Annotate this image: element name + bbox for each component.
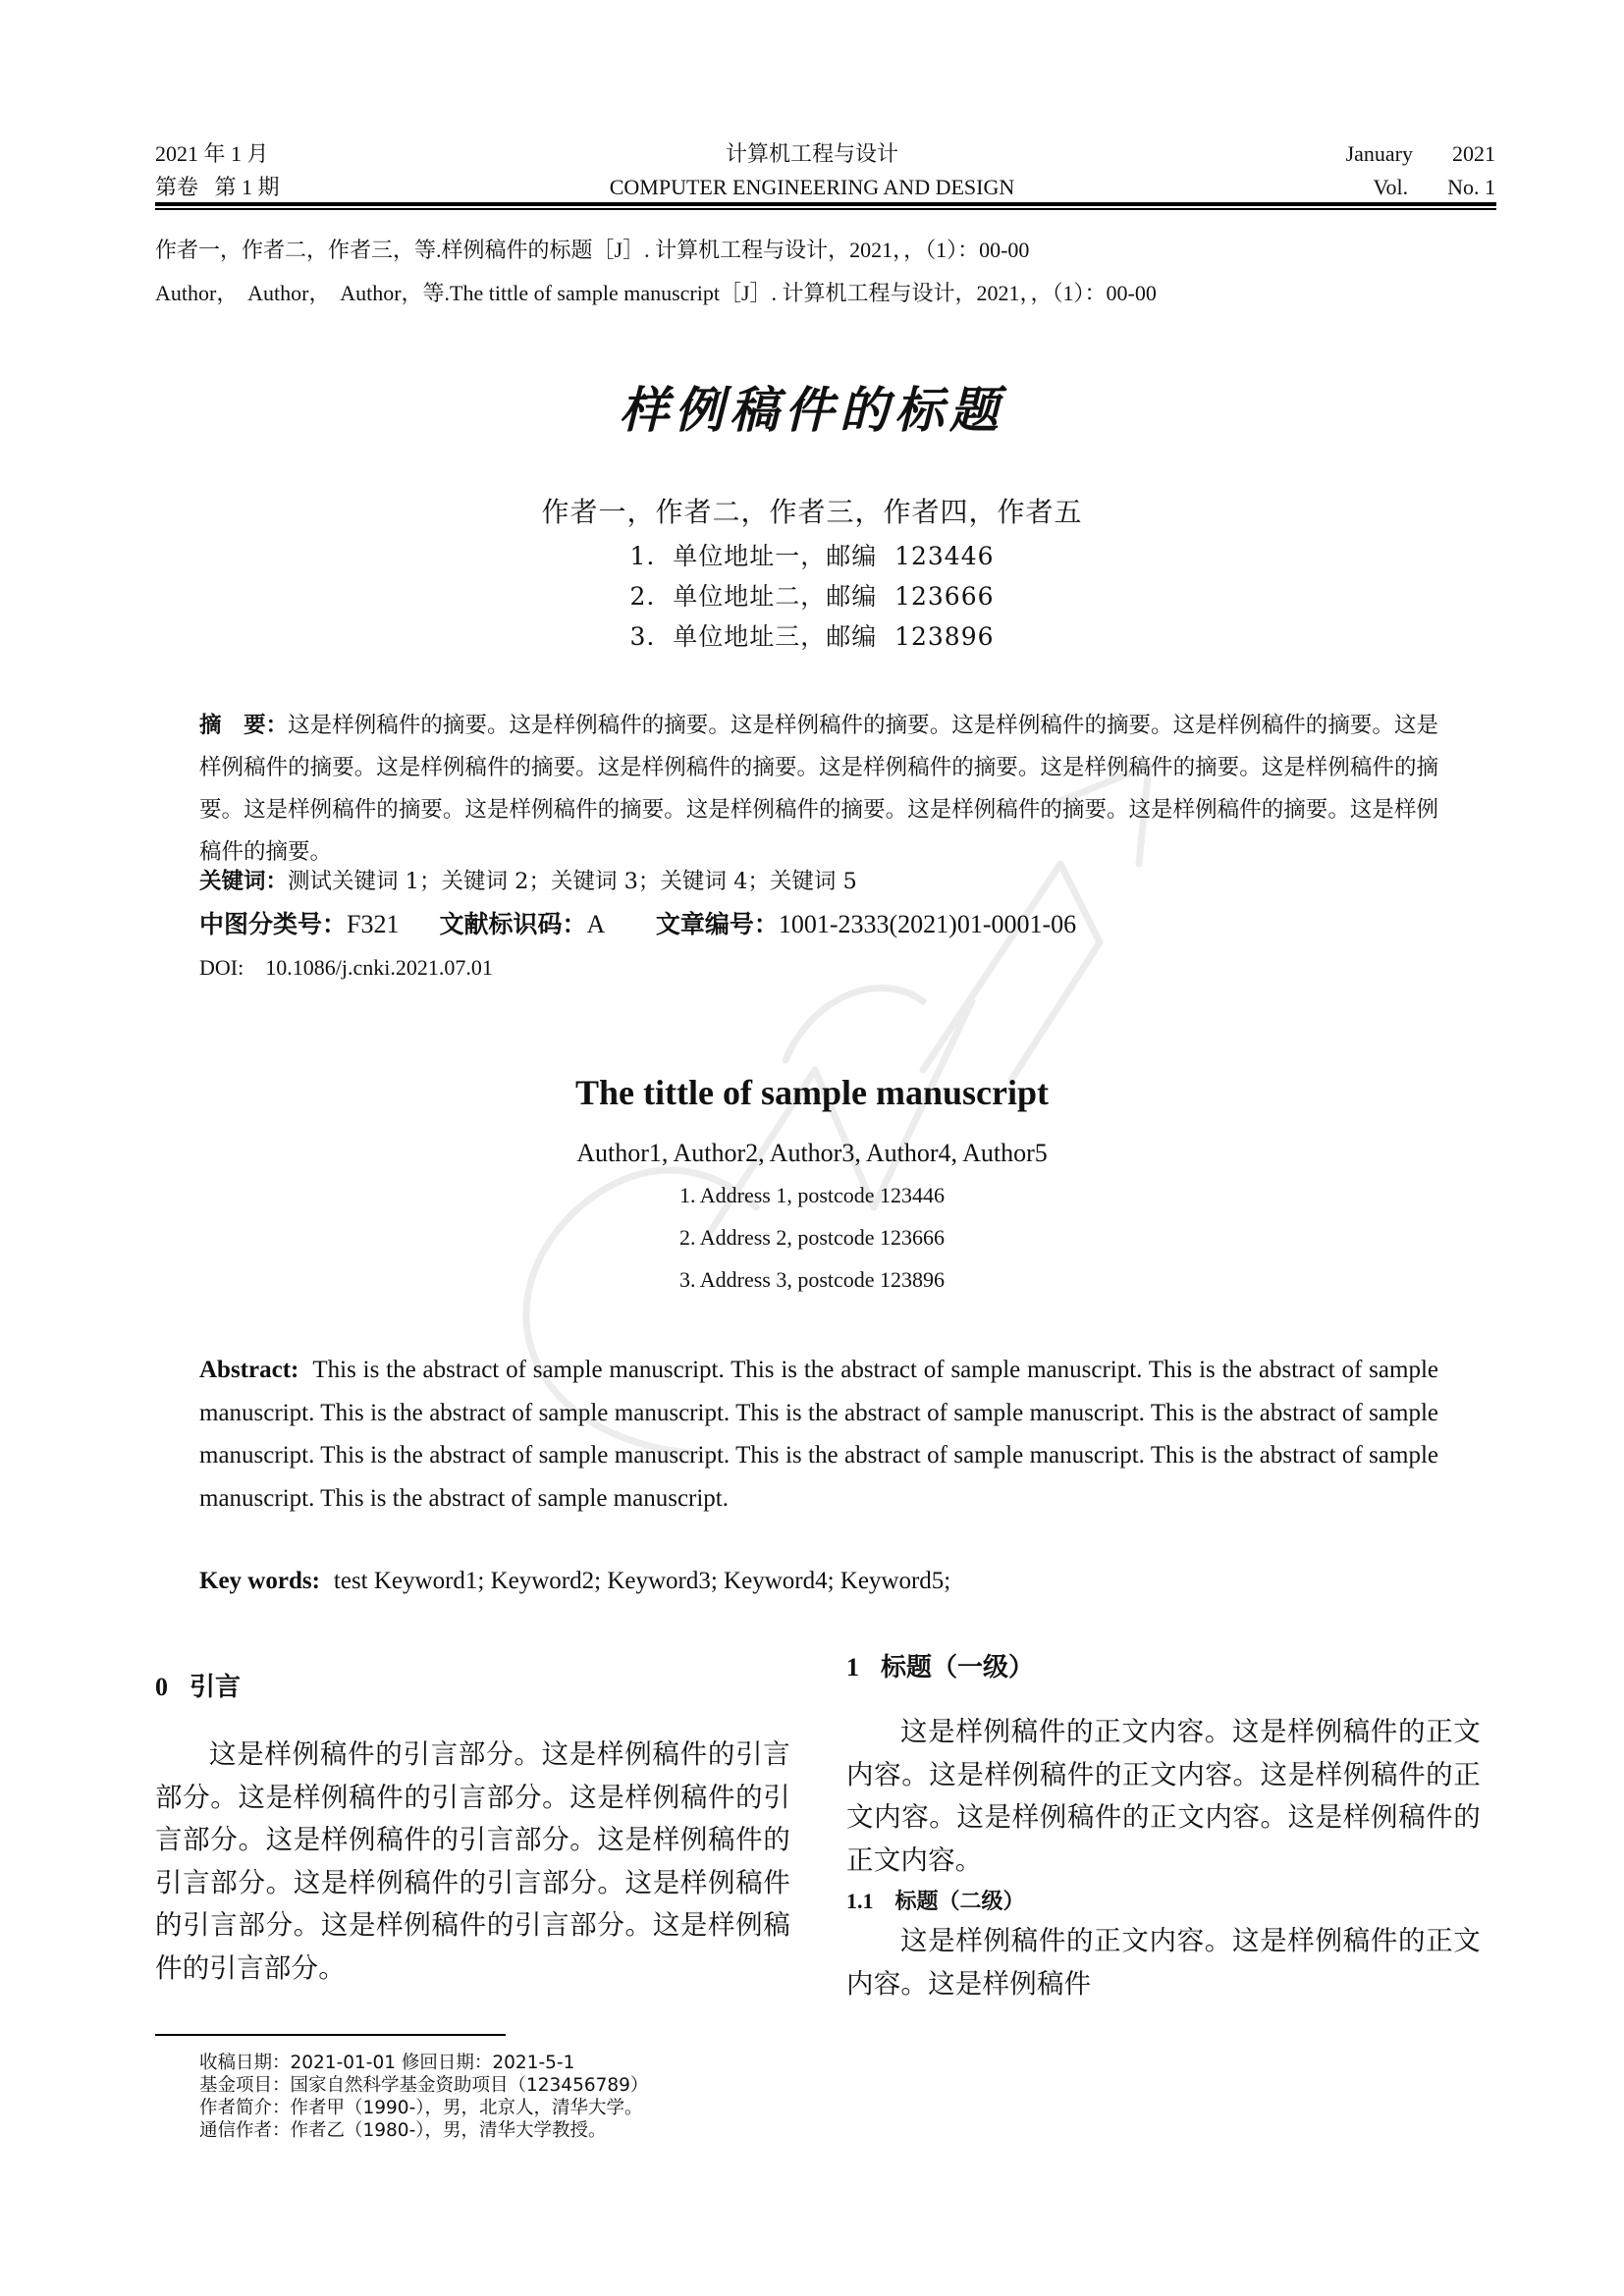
citation-en: Author， Author， Author，等.The tittle of sample manuscript［J］. 计算机工程与设计，2021，，（1）：00-00 — [155, 281, 1157, 305]
issue-date-cn: 2021 年 1 月 — [155, 141, 269, 166]
section-title: 标题（二级） — [894, 1890, 1025, 1915]
keywords-en — [199, 1564, 950, 1599]
doc-code-label: 文献标识码： — [439, 910, 587, 938]
section-title: 引言 — [189, 1673, 242, 1702]
doi-line — [199, 951, 493, 985]
affiliation-en-1: 1. Address 1, postcode 123446 — [678, 1183, 946, 1207]
footnote-rule — [155, 2034, 506, 2036]
section-number: 1 — [846, 1653, 859, 1682]
section-1-paragraph: 这是样例稿件的正文内容。这是样例稿件的正文内容。这是样例稿件的正文内容。这是样例稿件的正文内容。这是样例稿件的正文内容。这是样例稿件的正文内容。 — [846, 1716, 1481, 1876]
abstract-cn-label: 摘 要： — [199, 713, 289, 738]
authors-en: Author1, Author2, Author3, Author4, Author5 — [576, 1139, 1048, 1167]
abstract-cn — [199, 705, 1438, 874]
classification-line — [199, 905, 1076, 944]
abstract-en-label: Abstract: — [199, 1357, 299, 1383]
keywords-cn-label: 关键词： — [199, 869, 289, 894]
abstract-cn-text: 这是样例稿件的摘要。这是样例稿件的摘要。这是样例稿件的摘要。这是样例稿件的摘要。这是样例稿件的摘要。这是样例稿件的摘要。这是样例稿件的摘要。这是样例稿件的摘要。这是样例稿件的摘要。这是样例稿件的摘要。这是样例稿件的摘要。这是样例稿件的摘要。这是样例稿件的摘要。这是样例稿件的摘要。这是样例稿件的摘要。这是样例稿件的摘要。这是样例稿件的摘要。 — [199, 713, 1438, 865]
keywords-cn-text: 测试关键词 1；关键词 2；关键词 3；关键词 4；关键词 5 — [288, 869, 857, 894]
section-title: 标题（一级） — [881, 1653, 1035, 1682]
doi-value: 10.1086/j.cnki.2021.07.01 — [265, 955, 493, 980]
paper-title-en: The tittle of sample manuscript — [575, 1073, 1049, 1112]
journal-name-en: COMPUTER ENGINEERING AND DESIGN — [609, 175, 1015, 199]
keywords-en-text: test Keyword1; Keyword2; Keyword3; Keyword4; Keyword5; — [333, 1568, 951, 1594]
affiliation-cn-3: 3. 单位地址三，邮编 123896 — [629, 622, 995, 651]
citation-cn: 作者一，作者二，作者三，等.样例稿件的标题［J］. 计算机工程与设计，2021，，（1）：00-00 — [155, 238, 1030, 262]
footnote-received-date: 收稿日期：2021-01-01 修回日期：2021-5-1 — [199, 2053, 575, 2073]
abstract-en-text: This is the abstract of sample manuscript. This is the abstract of sample manuscript. This is the abstract of sample manuscript. This is the abstract of sample manuscript. This is the abstract of sample manuscript. This is the abstract of sample manuscript. This is the abstract of sample manuscript. This is the abstract of sample manuscript. This is the abstract of sample manuscript. This is the abstract of sample manuscript. — [199, 1357, 1438, 1512]
keywords-en-label: Key words: — [199, 1568, 320, 1594]
doc-code-value: A — [586, 910, 604, 938]
section-heading-1-1 — [846, 1884, 1481, 1920]
affiliation-cn-2: 2. 单位地址二，邮编 123666 — [629, 582, 995, 611]
volume-label: Vol. — [1373, 175, 1409, 199]
section-number: 1.1 — [846, 1889, 874, 1914]
clc-label: 中图分类号： — [199, 910, 348, 938]
article-no-label: 文章编号： — [655, 910, 779, 938]
issue-year: 2021 — [1452, 141, 1495, 166]
authors-cn: 作者一，作者二，作者三，作者四，作者五 — [541, 496, 1083, 528]
running-header-right — [1346, 137, 1495, 204]
keywords-cn — [199, 862, 857, 901]
section-number: 0 — [155, 1673, 168, 1701]
header-rule-thin — [155, 208, 1496, 210]
paper-title-cn: 样例稿件的标题 — [620, 381, 1004, 439]
abstract-en — [199, 1349, 1438, 1520]
issue-number: No. 1 — [1447, 175, 1495, 199]
section-0-paragraph: 这是样例稿件的引言部分。这是样例稿件的引言部分。这是样例稿件的引言部分。这是样例稿件的引言部分。这是样例稿件的引言部分。这是样例稿件的引言部分。这是样例稿件的引言部分。这是样例稿件的引言部分。这是样例稿件的引言部分。这是样例稿件的引言部分。 — [155, 1738, 790, 1984]
footnote-funding: 基金项目：国家自然科学基金资助项目（123456789） — [199, 2075, 649, 2096]
affiliation-cn-1: 1. 单位地址一，邮编 123446 — [629, 542, 995, 570]
footnote-corresponding-author: 通信作者：作者乙（1980-），男，清华大学教授。 — [199, 2120, 607, 2141]
volume-issue-cn: 第卷 第 1 期 — [155, 175, 280, 199]
body-right-column — [846, 1648, 1481, 2006]
affiliation-en-2: 2. Address 2, postcode 123666 — [678, 1225, 946, 1250]
header-rule-thick — [155, 202, 1496, 206]
doi-label: DOI: — [199, 955, 244, 980]
section-heading-1 — [846, 1648, 1481, 1687]
affiliation-en-3: 3. Address 3, postcode 123896 — [678, 1267, 946, 1292]
journal-name-cn: 计算机工程与设计 — [725, 141, 898, 166]
section-heading-0 — [155, 1668, 790, 1707]
article-no-value: 1001-2333(2021)01-0001-06 — [778, 910, 1077, 938]
footnote-author-bio: 作者简介：作者甲（1990-），男，北京人，清华大学。 — [199, 2098, 643, 2118]
clc-value: F321 — [347, 910, 400, 938]
body-left-column — [155, 1668, 790, 1991]
section-1-1-paragraph: 这是样例稿件的正文内容。这是样例稿件的正文内容。这是样例稿件 — [846, 1925, 1481, 2000]
issue-month-en: January — [1345, 141, 1413, 166]
